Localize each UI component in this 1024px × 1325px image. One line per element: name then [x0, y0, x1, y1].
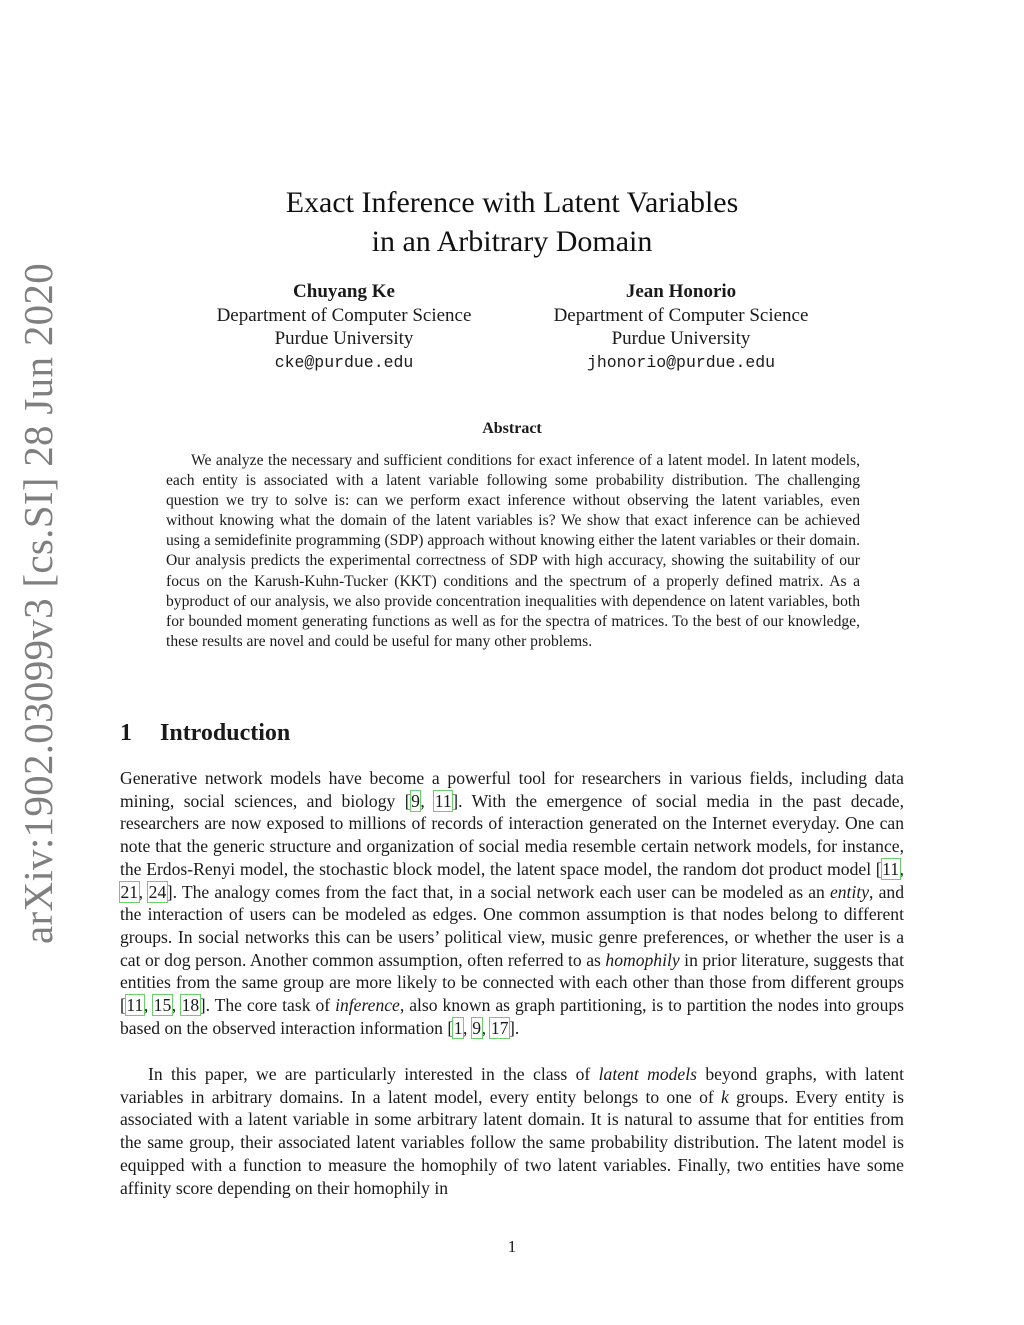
- intro-paragraph-1: [120, 767, 904, 1039]
- citation-link[interactable]: 18: [181, 995, 200, 1016]
- paper-title: [0, 183, 1024, 261]
- author-department: Department of Computer Science: [216, 304, 472, 326]
- text-run: in prior literature, suggests that entities from the same group are more likely to be connected with each other than those from different groups [: [120, 949, 904, 1016]
- author-block-1: [179, 280, 509, 374]
- text-run: ]. With the emergence of social media in the past decade, researchers are now exposed to millions of records of interaction generated on the Internet everyday. One can note that the generic structure and organization of social media resemble certain network models, for instance, the Erdos-Renyi model, the stochastic block model, the latent space model, the random dot product model [: [120, 790, 904, 879]
- text-run: , and the interaction of users can be modeled as edges. One common assumption is that nodes belong to different groups. In social networks this can be users’ political view, music genre preferences, or whether the user is a cat or dog person. Another common assumption, often referred to as: [120, 881, 904, 970]
- text-run: ,: [143, 995, 154, 1016]
- text-run: Generative network models have become a powerful tool for researchers in various fields, including data mining, social sciences, and biology [: [120, 768, 904, 811]
- text-run: groups. Every entity is associated with a latent variable in some arbitrary latent domain. It is natural to assume that for entities from the same group, their associated latent variables follow the same probability distribution. The latent model is equipped with a function to measure the homophily of two latent variables. Finally, two entities have some affinity score depending on their homophily in: [120, 1086, 904, 1198]
- emphasis-text: homophily: [605, 949, 680, 970]
- emphasis-text: inference: [335, 995, 400, 1016]
- author-name: Chuyang Ke: [293, 281, 395, 302]
- abstract-text: We analyze the necessary and sufficient conditions for exact inference of a latent model. In latent models, each entity is associated with a latent variable following some probability distribution. The challenging question we try to solve is: can we perform exact inference without observing the latent variables, even without knowing what the domain of the latent variables is? We show that exact inference can be achieved using a semidefinite programming (SDP) approach without knowing either the latent variables or their domain. Our analysis predicts the experimental correctness of SDP with high accuracy, showing the suitability of our focus on the Karush-Kuhn-Tucker (KKT) conditions and the spectrum of a properly defined matrix. As a byproduct of our analysis, we also provide concentration inequalities with dependence on latent variables, both for bounded moment generating functions as well as for the spectra of matrices. To the best of our knowledge, these results are novel and could be useful for many other problems.: [166, 452, 860, 650]
- arxiv-identifier-stamp: arXiv:1902.03099v3 [cs.SI] 28 Jun 2020: [15, 262, 61, 944]
- citation-link[interactable]: 17: [490, 1017, 509, 1038]
- author-name: Jean Honorio: [625, 281, 737, 302]
- section-heading: [120, 720, 290, 747]
- text-run: ,: [138, 881, 149, 902]
- text-run: ]. The analogy comes from the fact that, in a social network each user can be modeled as an: [166, 881, 830, 902]
- emphasis-text: latent models: [598, 1064, 697, 1084]
- citation-link[interactable]: 9: [472, 1017, 482, 1038]
- section-title: Introduction: [160, 720, 291, 746]
- math-variable: k: [721, 1086, 729, 1107]
- author-university: Purdue University: [274, 328, 414, 349]
- citation-link[interactable]: 21: [120, 881, 139, 902]
- author-block-2: [516, 280, 846, 374]
- text-run: ].: [508, 1017, 520, 1038]
- section-number: 1: [120, 720, 132, 746]
- citation-link[interactable]: 24: [148, 881, 167, 902]
- citation-link[interactable]: 1: [453, 1017, 463, 1038]
- title-line-2: in an Arbitrary Domain: [371, 225, 653, 258]
- title-line-1: Exact Inference with Latent Variables: [285, 186, 739, 219]
- citation-link[interactable]: 11: [434, 790, 452, 811]
- abstract-heading: Abstract: [482, 420, 542, 437]
- citation-link[interactable]: 11: [126, 995, 144, 1016]
- citation-link[interactable]: 15: [153, 995, 172, 1016]
- citation-link[interactable]: 11: [882, 858, 900, 879]
- text-run: ]. The core task of: [199, 995, 336, 1016]
- author-university: Purdue University: [611, 328, 751, 349]
- emphasis-text: entity: [829, 881, 870, 902]
- text-run: ,: [481, 1017, 491, 1038]
- text-run: ,: [420, 790, 435, 811]
- author-email: cke@purdue.edu: [274, 352, 414, 372]
- citation-link[interactable]: 9: [411, 790, 420, 811]
- text-run: In this paper, we are particularly interested in the class of: [148, 1064, 599, 1084]
- intro-paragraph-2: [120, 1063, 904, 1199]
- text-run: beyond graphs, with latent variables in arbitrary domains. In a latent model, every entity belongs to one of: [120, 1064, 904, 1107]
- text-run: ,: [899, 858, 904, 879]
- author-email: jhonorio@purdue.edu: [586, 352, 776, 372]
- text-run: , also known as graph partitioning, is to partition the nodes into groups based on the observed interaction information [: [120, 995, 905, 1038]
- text-run: ,: [463, 1017, 472, 1038]
- page-number: 1: [507, 1237, 517, 1256]
- author-department: Department of Computer Science: [553, 304, 809, 326]
- text-run: ,: [171, 995, 182, 1016]
